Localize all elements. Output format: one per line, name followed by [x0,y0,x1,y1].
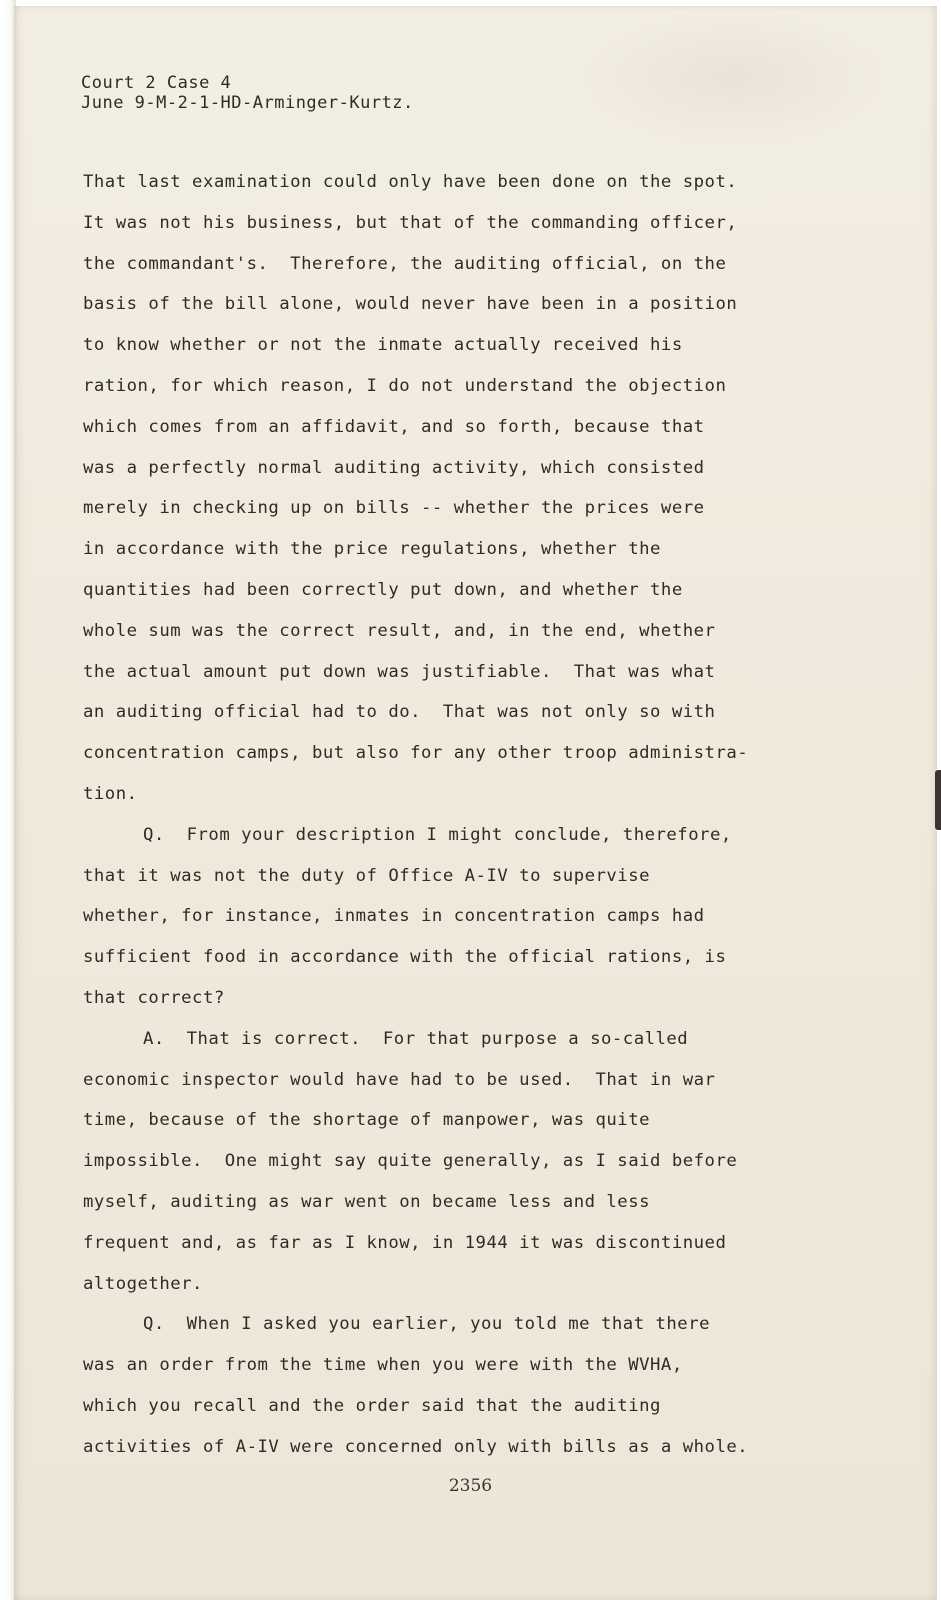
transcript-line: That last examination could only have been done on the spot. [83,172,738,192]
question-line: Q. From your description I might conclude, therefore, [143,824,732,845]
case-header-session: June 9-M-2-1-HD-Arminger-Kurtz. [81,93,414,113]
transcript-line: the commandant's. Therefore, the auditing official, on the [83,253,727,274]
transcript-line: tion. [83,783,138,804]
transcript-line: an auditing official had to do. That was not only so with [83,702,716,723]
transcript-line: whether, for instance, inmates in concentration camps had [83,906,705,927]
transcript-line: It was not his business, but that of the commanding officer, [83,212,738,233]
transcript-line: altogether. [83,1273,203,1294]
transcript-line: was an order from the time when you were with the WVHA, [83,1355,683,1376]
transcript-line: sufficient food in accordance with the official rations, is [83,947,727,968]
transcript-line: merely in checking up on bills -- whether the prices were [83,498,705,519]
transcript-line: that correct? [83,987,225,1008]
case-header-court: Court 2 Case 4 [81,73,232,93]
page-number: 2356 [448,1476,493,1496]
transcript-line: ration, for which reason, I do not understand the objection [83,375,727,396]
transcript-line: to know whether or not the inmate actually received his [83,335,683,356]
transcript-line: which you recall and the order said that the auditing [83,1395,661,1416]
transcript-line: time, because of the shortage of manpower, was quite [83,1110,651,1131]
transcript-line: whole sum was the correct result, and, in the end, whether [83,620,716,641]
answer-line: A. That is correct. For that purpose a so-called [143,1028,689,1049]
transcript-body [83,162,843,1468]
transcript-line: the actual amount put down was justifiable. That was what [83,661,716,682]
transcript-line: in accordance with the price regulations, whether the [83,539,661,560]
question-line: Q. When I asked you earlier, you told me that there [143,1314,711,1335]
transcript-line: was a perfectly normal auditing activity, which consisted [83,457,705,478]
transcript-line: which comes from an affidavit, and so forth, because that [83,416,705,437]
transcript-line: concentration camps, but also for any other troop administra- [83,743,749,764]
transcript-line: economic inspector would have had to be used. That in war [83,1069,716,1090]
transcript-line: basis of the bill alone, would never have been in a position [83,294,738,315]
transcript-line: quantities had been correctly put down, and whether the [83,579,683,600]
transcript-line: myself, auditing as war went on became less and less [83,1191,651,1212]
transcript-line: that it was not the duty of Office A-IV to supervise [83,865,651,886]
page-edge-mark [935,770,941,830]
transcript-line: frequent and, as far as I know, in 1944 it was discontinued [83,1232,727,1253]
case-header [81,73,414,113]
transcript-line: activities of A-IV were concerned only with bills as a whole. [83,1436,749,1457]
paper-smudge [574,6,894,146]
transcript-line: impossible. One might say quite generally, as I said before [83,1151,738,1172]
